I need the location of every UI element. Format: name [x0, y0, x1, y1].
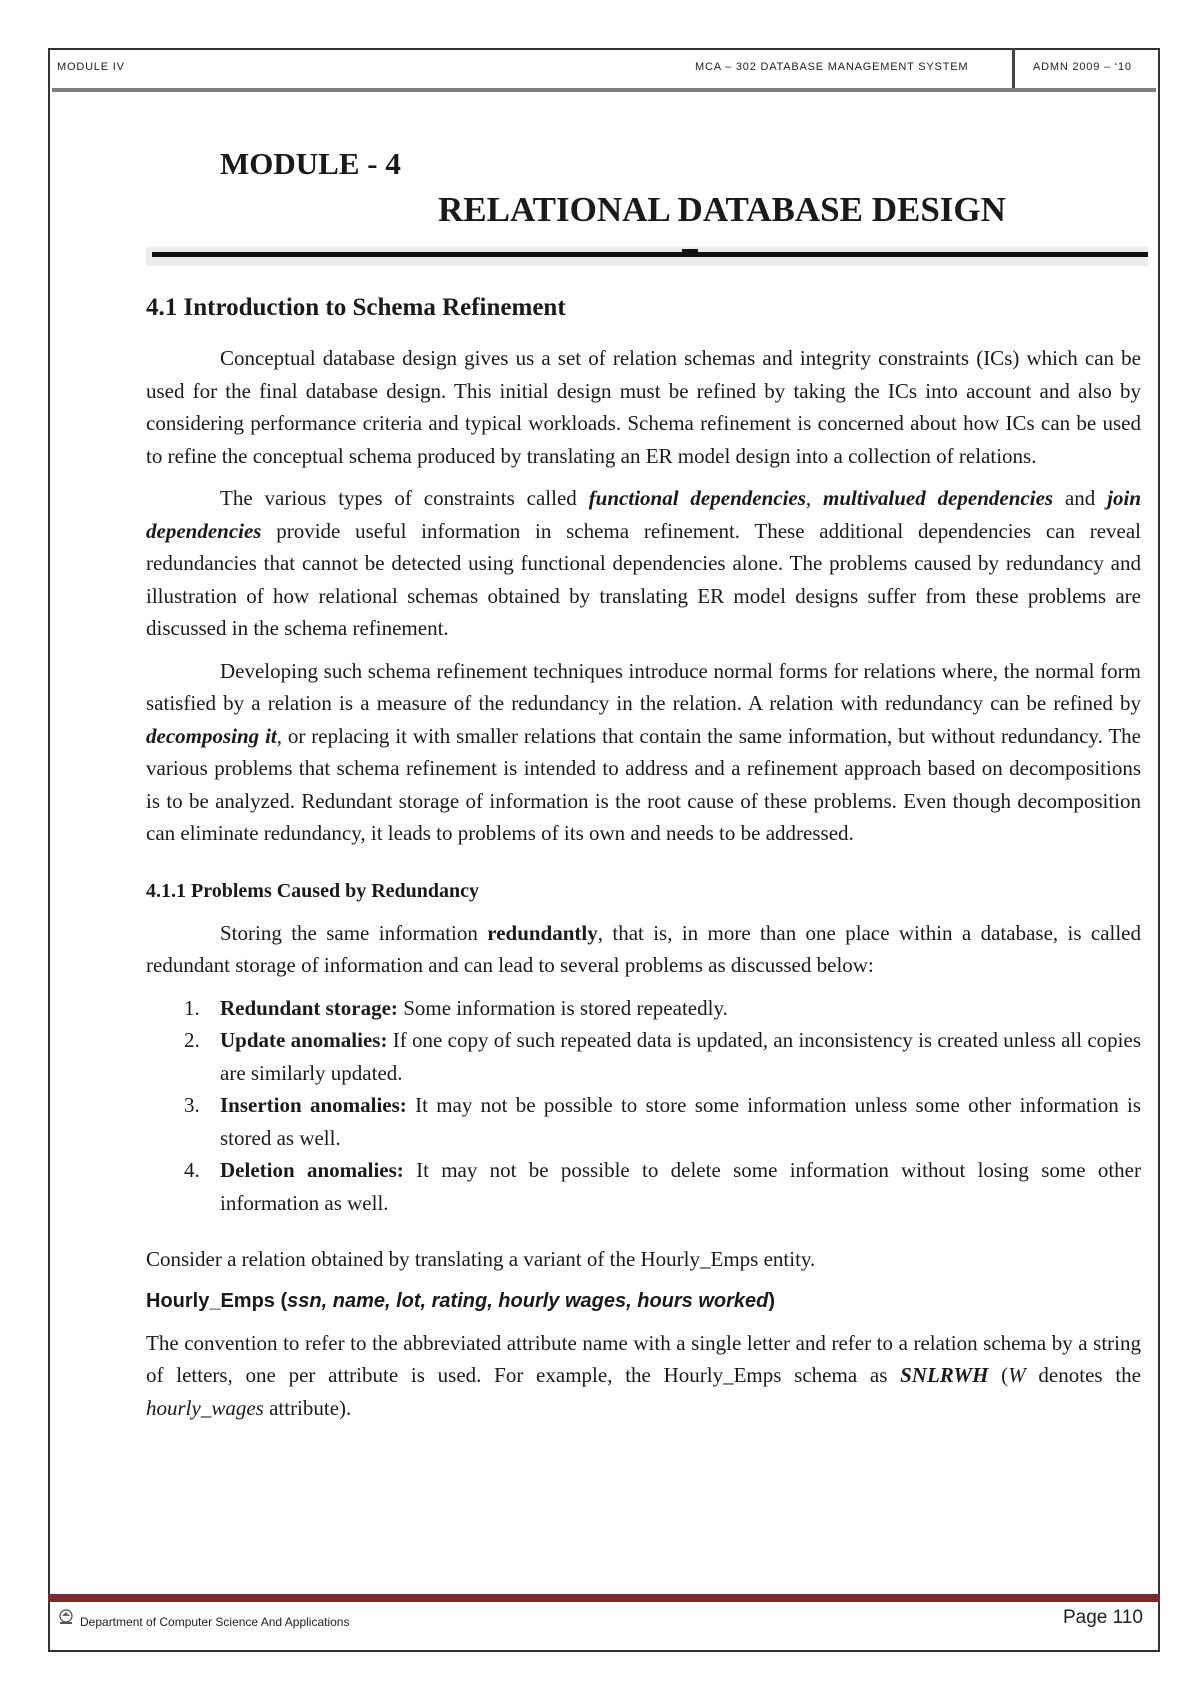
list-term: Redundant storage:	[220, 995, 398, 1020]
problems-list	[146, 992, 1141, 1220]
module-title: MODULE - 4	[220, 146, 401, 181]
list-item	[146, 992, 1141, 1025]
header-course: MCA – 302 DATABASE MANAGEMENT SYSTEM	[695, 61, 969, 73]
footer-department: Department of Computer Science And Applications	[80, 1615, 350, 1629]
text-run: denotes the	[1025, 1363, 1141, 1387]
department-logo-icon	[56, 1608, 76, 1628]
relation-name: Hourly_Emps (	[146, 1289, 288, 1312]
list-number: 3.	[184, 1093, 200, 1117]
text-run: and	[1053, 486, 1108, 510]
spacer	[146, 1219, 1141, 1243]
list-text: If one copy of such repeated data is updated, an inconsistency is created unless all copies are similarly updated.	[220, 1028, 1141, 1085]
term-snlrwh: SNLRWH	[900, 1363, 989, 1387]
text-run: provide useful information in schema refinement. These additional dependencies can reveal redundancies that cannot be detected using functional dependencies alone. The problems caused by redundancy and illustration of how relational schemas obtained by translating ER model designs suffer from these problems are discussed in the schema refinement.	[146, 518, 1141, 640]
header-divider	[1012, 48, 1015, 92]
list-item	[146, 1024, 1141, 1089]
page-content	[146, 294, 1141, 1434]
subsection-heading: 4.1.1 Problems Caused by Redundancy	[146, 879, 480, 902]
section-paragraph-3	[146, 655, 1141, 850]
page-number: Page 110	[1063, 1607, 1143, 1628]
text-run: (	[988, 1363, 1009, 1387]
text-run: ,	[805, 486, 824, 510]
list-term: Update anomalies:	[220, 1028, 388, 1052]
convention-paragraph	[146, 1327, 1141, 1425]
text-run: The convention to refer to the abbreviated attribute name with a single letter and refer to a relation schema by a string of letters, one per attribute is used. For example, the Hourly_Emps schema as	[146, 1330, 1141, 1387]
term-redundantly: redundantly	[487, 920, 598, 945]
term-hourly-wages: hourly_wages	[146, 1395, 264, 1420]
text-run: attribute).	[263, 1395, 352, 1420]
list-number: 1.	[184, 995, 200, 1020]
relation-attributes: ssn, name, lot, rating, hourly wages, hours worked	[287, 1289, 769, 1312]
header-module: MODULE IV	[57, 61, 125, 73]
text-run: Storing the same information	[220, 920, 488, 945]
text-run: , or replacing it with smaller relations that contain the same information, but without redundancy. The various problems that schema refinement is intended to address and a refinement approach based on decompositions is to be analyzed. Redundant storage of information is the root cause of these problems. Even though decomposition can eliminate redundancy, it leads to problems of its own and needs to be addressed.	[146, 723, 1141, 845]
footer-rule	[48, 1594, 1160, 1602]
section-heading: 4.1 Introduction to Schema Refinement	[146, 294, 566, 321]
term-join-dependencies: join dependencies	[146, 486, 1142, 543]
module-subtitle: RELATIONAL DATABASE DESIGN	[438, 190, 1006, 229]
title-rule-mark	[682, 249, 698, 252]
term-multivalued-dependencies: multivalued dependencies	[823, 486, 1054, 510]
list-item	[146, 1154, 1141, 1219]
relation-schema	[146, 1290, 1141, 1313]
header-rule	[52, 88, 1156, 92]
title-rule	[152, 252, 1148, 257]
text-run: , that is, in more than one place within a database, is called redundant storage of information and can lead to several problems as discussed below:	[146, 920, 1142, 977]
list-text: It may not be possible to store some information unless some other information is stored as well.	[220, 1093, 1142, 1150]
consider-paragraph: Consider a relation obtained by translating a variant of the Hourly_Emps entity.	[146, 1247, 816, 1271]
text-run: Developing such schema refinement techniques introduce normal forms for relations where, the normal form satisfied by a relation is a measure of the redundancy in the relation. A relation with redundancy can be refined by	[146, 658, 1141, 715]
subsection-paragraph	[146, 917, 1141, 982]
list-number: 4.	[184, 1158, 200, 1182]
list-text: Some information is stored repeatedly.	[397, 995, 728, 1020]
relation-close: )	[768, 1289, 776, 1312]
term-decomposing: decomposing it	[146, 723, 277, 748]
term-w: W	[1008, 1363, 1026, 1387]
list-term: Insertion anomalies:	[220, 1093, 407, 1117]
list-number: 2.	[184, 1028, 200, 1052]
list-item	[146, 1089, 1141, 1154]
section-paragraph-2	[146, 482, 1141, 645]
text-run: The various types of constraints called	[220, 486, 589, 510]
section-paragraph-1: Conceptual database design gives us a set of relation schemas and integrity constraints (ICs) which can be used for the final database design. This initial design must be refined by taking the ICs into account and also by considering performance criteria and typical workloads. Schema refinement is concerned about how ICs can be used to refine the conceptual schema produced by translating an ER model design into a collection of relations.	[146, 346, 1141, 468]
list-term: Deletion anomalies:	[220, 1158, 404, 1182]
list-text: It may not be possible to delete some information without losing some other information as well.	[220, 1158, 1141, 1215]
header-batch: ADMN 2009 – ‘10	[1033, 61, 1132, 73]
term-functional-dependencies: functional dependencies	[588, 486, 806, 510]
